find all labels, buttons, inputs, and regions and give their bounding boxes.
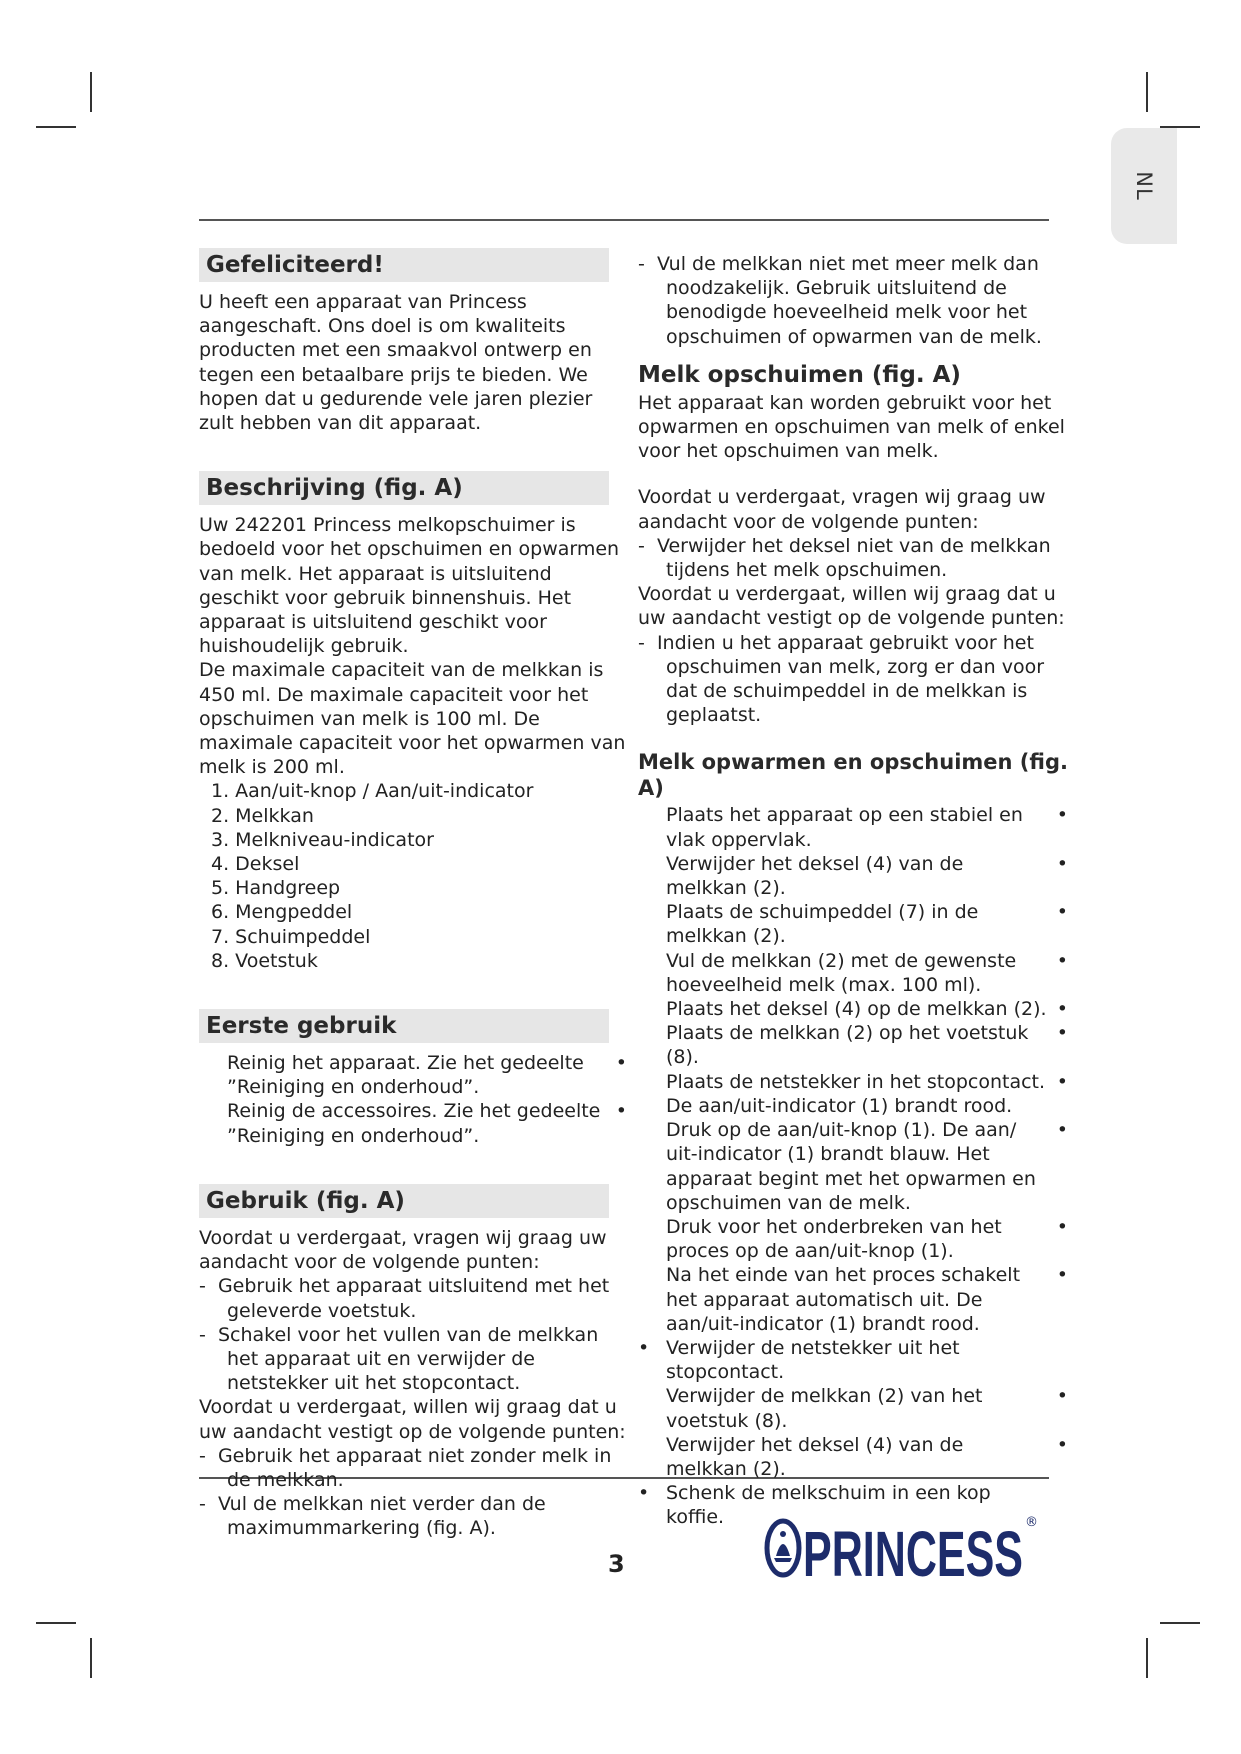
list-item: - Vul de melkkan niet met meer melk dan noodzakelijk. Gebruik uitsluitend de benodigde hoeveelheid melk voor het opschuimen of opwarmen van de melk.	[638, 252, 1068, 349]
froth-text: Het apparaat kan worden gebruikt voor het opwarmen en opschuimen van melk of enkel voor het opschuimen van melk.	[638, 391, 1065, 463]
usage-intro-2: Voordat u verdergaat, willen wij graag dat u uw aandacht vestigt op de volgende punten:	[199, 1396, 626, 1443]
list-item: Druk op de aan/uit-knop (1). De aan/ uit-indicator (1) brandt blauw. Het apparaat begint met het opwarmen en opschuimen van de melk. •	[666, 1119, 1068, 1214]
froth-heading: Melk opschuimen (fig. A)	[638, 361, 961, 388]
list-item: Druk voor het onderbreken van het proces op de aan/uit-knop (1). •	[666, 1215, 1068, 1263]
page-number: 3	[608, 1550, 625, 1578]
list-item: 7. Schuimpeddel	[211, 925, 371, 948]
list-item: Na het einde van het proces schakelt het apparaat automatisch uit. De aan/uit-indicator (1) brandt rood. •	[666, 1264, 1068, 1335]
crown-icon	[767, 1521, 799, 1575]
crop-mark	[1160, 1622, 1200, 1624]
crop-mark	[1146, 1638, 1148, 1678]
list-item: Verwijder het deksel (4) van de melkkan (2). •	[666, 1433, 1068, 1480]
list-item: 6. Mengpeddel	[211, 901, 353, 924]
warm-froth-heading: Melk opwarmen en opschuimen (fig. A)	[638, 750, 1068, 801]
congrats-text: U heeft een apparaat van Princess aangeschaft. Ons doel is om kwaliteits producten met een smaakvol ontwerp en tegen een betaalbare prijs te bieden. We hopen dat u gedurende vele jaren plezier zult hebben van dit apparaat.	[199, 291, 593, 435]
princess-logo	[763, 1506, 1040, 1586]
list-item: • Schenk de melkschuim in een kop koffie.	[638, 1482, 991, 1529]
brand-name: PRINCESS	[803, 1518, 1023, 1586]
language-tab	[1111, 128, 1177, 244]
list-item: - Schakel voor het vullen van de melkkan het apparaat uit en verwijder de netstekker uit het stopcontact.	[199, 1323, 627, 1396]
list-item: - Verwijder het deksel niet van de melkkan tijdens het melk opschuimen.	[638, 534, 1068, 582]
congrats-heading: Gefeliciteerd!	[199, 248, 609, 282]
crop-mark	[90, 72, 92, 112]
description-text-1: Uw 242201 Princess melkopschuimer is bedoeld voor het opschuimen en opwarmen van melk. Het apparaat is uitsluitend geschikt voor gebruik binnenshuis. Het apparaat is uitsluitend geschikt voor huishoudelijk gebruik.	[199, 514, 620, 658]
parts-list	[211, 779, 627, 973]
language-label: NL	[1132, 171, 1156, 201]
list-item: Plaats de melkkan (2) op het voetstuk (8). •	[666, 1022, 1068, 1069]
right-column	[638, 252, 1068, 1530]
list-item: - Gebruik het apparaat niet zonder melk in de melkkan.	[199, 1444, 627, 1492]
crop-mark	[1146, 72, 1148, 112]
crop-mark	[36, 126, 76, 128]
list-item: Reinig het apparaat. Zie het gedeelte ”Reiniging en onderhoud”. •	[227, 1052, 627, 1099]
froth-intro-1: Voordat u verdergaat, vragen wij graag uw aandacht voor de volgende punten:	[638, 486, 1046, 533]
left-column	[199, 248, 627, 1541]
list-item: 8. Voetstuk	[211, 949, 318, 972]
list-item: Plaats de netstekker in het stopcontact. De aan/uit-indicator (1) brandt rood. •	[666, 1070, 1068, 1117]
registered-mark: ®	[1025, 1515, 1038, 1530]
list-item: Vul de melkkan (2) met de gewenste hoeveelheid melk (max. 100 ml). •	[666, 949, 1068, 996]
list-item: 3. Melkniveau-indicator	[211, 828, 434, 851]
list-item: Plaats het deksel (4) op de melkkan (2). •	[666, 998, 1068, 1021]
top-rule	[199, 219, 1049, 221]
froth-intro-2: Voordat u verdergaat, willen wij graag dat u uw aandacht vestigt op de volgende punten:	[638, 583, 1065, 630]
list-item: 5. Handgreep	[211, 877, 341, 900]
usage-heading: Gebruik (fig. A)	[199, 1184, 609, 1218]
description-heading: Beschrijving (fig. A)	[199, 471, 609, 505]
list-item: • Verwijder de netstekker uit het stopcontact.	[638, 1336, 960, 1384]
description-text-2: De maximale capaciteit van de melkkan is 450 ml. De maximale capaciteit voor het opschuimen van melk is 100 ml. De maximale capaciteit voor het opwarmen van melk is 200 ml.	[199, 659, 626, 779]
list-item: 4. Deksel	[211, 853, 300, 876]
list-item: Plaats het apparaat op een stabiel en vlak oppervlak. •	[666, 804, 1068, 851]
list-item: Plaats de schuimpeddel (7) in de melkkan (2). •	[666, 901, 1068, 948]
list-item: - Indien u het apparaat gebruikt voor het opschuimen van melk, zorg er dan voor dat de schuimpeddel in de melkkan is geplaatst.	[638, 631, 1068, 728]
list-item: Verwijder het deksel (4) van de melkkan (2). •	[666, 852, 1068, 900]
list-item: Reinig de accessoires. Zie het gedeelte ”Reiniging en onderhoud”. •	[227, 1100, 627, 1147]
list-item: Verwijder de melkkan (2) van het voetstuk (8). •	[666, 1385, 1068, 1432]
first-use-heading: Eerste gebruik	[199, 1009, 609, 1043]
usage-intro-1: Voordat u verdergaat, vragen wij graag uw aandacht voor de volgende punten:	[199, 1226, 607, 1274]
crop-mark	[90, 1638, 92, 1678]
crop-mark	[36, 1622, 76, 1624]
list-item: - Vul de melkkan niet verder dan de maximummarkering (fig. A).	[199, 1492, 627, 1540]
list-item: - Gebruik het apparaat uitsluitend met het geleverde voetstuk.	[199, 1274, 627, 1322]
list-item: 2. Melkkan	[211, 804, 314, 827]
list-item: 1. Aan/uit-knop / Aan/uit-indicator	[211, 780, 534, 803]
